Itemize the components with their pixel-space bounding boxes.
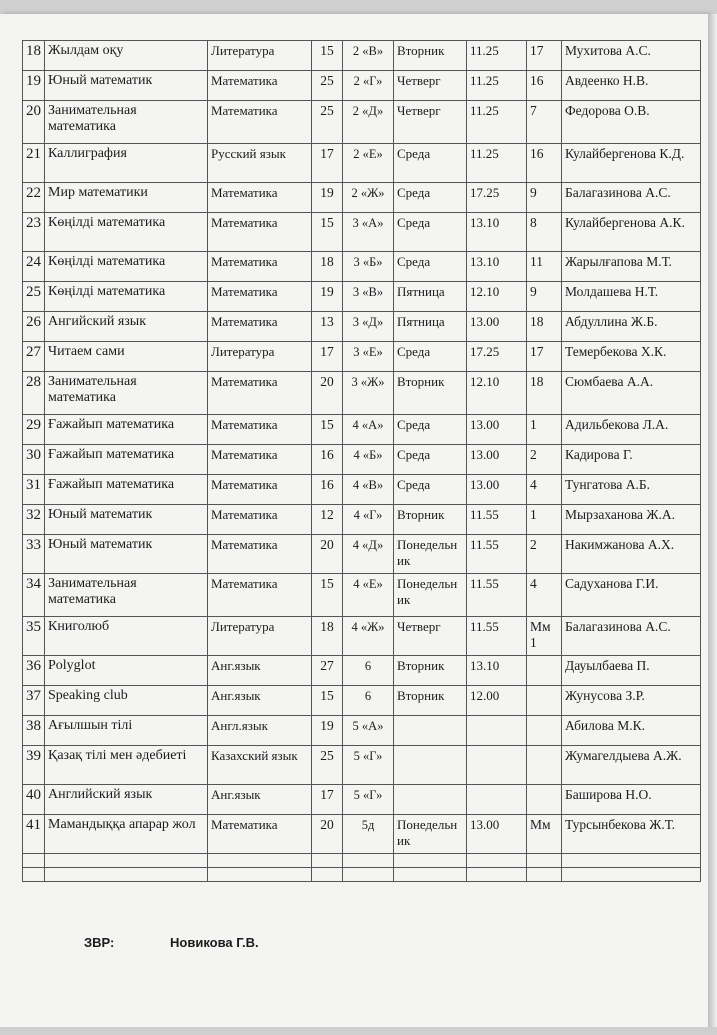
start-time-cell: 13.10 [467, 252, 527, 282]
student-count-cell: 16 [312, 445, 343, 475]
class-group-cell: 2 «Д» [343, 101, 394, 144]
club-name-cell: Юный математик [45, 535, 208, 574]
row-number-cell: 35 [23, 617, 45, 656]
teacher-name-cell: Авдеенко Н.В. [562, 71, 701, 101]
class-group-cell: 4 «Ж» [343, 617, 394, 656]
subject-cell: Математика [208, 415, 312, 445]
subject-cell: Математика [208, 505, 312, 535]
start-time-cell: 13.00 [467, 445, 527, 475]
weekday-cell: Четверг [394, 101, 467, 144]
table-row [23, 312, 701, 342]
weekday-cell [394, 785, 467, 815]
room-cell: 16 [527, 144, 562, 183]
start-time-cell: 12.10 [467, 372, 527, 415]
class-group-cell: 6 [343, 686, 394, 716]
teacher-name-cell: Мухитова А.С. [562, 41, 701, 71]
teacher-name-cell: Мырзаханова Ж.А. [562, 505, 701, 535]
student-count-cell: 16 [312, 475, 343, 505]
club-name-cell: Көңілді математика [45, 213, 208, 252]
start-time-cell: 11.55 [467, 505, 527, 535]
start-time-cell: 11.25 [467, 71, 527, 101]
club-name-cell: Мамандыққа апарар жол [45, 815, 208, 854]
club-name-cell: Жылдам оқу [45, 41, 208, 71]
room-cell: 17 [527, 342, 562, 372]
empty-cell [467, 854, 527, 868]
table-row [23, 445, 701, 475]
row-number-cell: 29 [23, 415, 45, 445]
start-time-cell: 17.25 [467, 342, 527, 372]
class-group-cell: 4 «А» [343, 415, 394, 445]
weekday-cell: Среда [394, 183, 467, 213]
class-group-cell: 3 «Б» [343, 252, 394, 282]
weekday-cell: Вторник [394, 41, 467, 71]
teacher-name-cell: Накимжанова А.Х. [562, 535, 701, 574]
weekday-cell [394, 716, 467, 746]
empty-cell [23, 854, 45, 868]
teacher-name-cell: Кулайбергенова А.К. [562, 213, 701, 252]
weekday-cell: Понедельник [394, 815, 467, 854]
teacher-name-cell: Абдуллина Ж.Б. [562, 312, 701, 342]
teacher-name-cell: Турсынбекова Ж.Т. [562, 815, 701, 854]
empty-cell [394, 868, 467, 882]
student-count-cell: 20 [312, 815, 343, 854]
subject-cell: Англ.язык [208, 716, 312, 746]
empty-cell [23, 868, 45, 882]
table-row [23, 656, 701, 686]
room-cell: 9 [527, 282, 562, 312]
empty-cell [562, 854, 701, 868]
empty-cell [394, 854, 467, 868]
room-cell: 9 [527, 183, 562, 213]
empty-cell [45, 868, 208, 882]
subject-cell: Математика [208, 574, 312, 617]
club-name-cell: Занимательная математика [45, 574, 208, 617]
table-row [23, 342, 701, 372]
room-cell: 7 [527, 101, 562, 144]
start-time-cell: 11.25 [467, 101, 527, 144]
student-count-cell: 20 [312, 535, 343, 574]
club-name-cell: Книголюб [45, 617, 208, 656]
subject-cell: Литература [208, 342, 312, 372]
club-name-cell: Polyglot [45, 656, 208, 686]
teacher-name-cell: Сюмбаева А.А. [562, 372, 701, 415]
row-number-cell: 25 [23, 282, 45, 312]
class-group-cell: 4 «Б» [343, 445, 394, 475]
class-group-cell: 2 «Ж» [343, 183, 394, 213]
page-edge-shadow [708, 14, 717, 1027]
student-count-cell: 12 [312, 505, 343, 535]
empty-cell [312, 868, 343, 882]
empty-cell [312, 854, 343, 868]
class-group-cell: 5 «Г» [343, 746, 394, 785]
subject-cell: Математика [208, 475, 312, 505]
table-row [23, 372, 701, 415]
class-group-cell: 2 «Е» [343, 144, 394, 183]
room-cell: 8 [527, 213, 562, 252]
subject-cell: Литература [208, 41, 312, 71]
club-name-cell: Английский язык [45, 785, 208, 815]
class-group-cell: 4 «В» [343, 475, 394, 505]
signature-block [84, 935, 259, 950]
weekday-cell: Пятница [394, 282, 467, 312]
teacher-name-cell: Тунгатова А.Б. [562, 475, 701, 505]
teacher-name-cell: Абилова М.К. [562, 716, 701, 746]
start-time-cell [467, 785, 527, 815]
weekday-cell: Среда [394, 342, 467, 372]
row-number-cell: 32 [23, 505, 45, 535]
room-cell [527, 656, 562, 686]
teacher-name-cell: Адильбекова Л.А. [562, 415, 701, 445]
student-count-cell: 17 [312, 144, 343, 183]
class-group-cell: 3 «В» [343, 282, 394, 312]
student-count-cell: 17 [312, 785, 343, 815]
table-row [23, 71, 701, 101]
row-number-cell: 38 [23, 716, 45, 746]
weekday-cell [394, 746, 467, 785]
row-number-cell: 33 [23, 535, 45, 574]
club-name-cell: Мир математики [45, 183, 208, 213]
room-cell [527, 716, 562, 746]
teacher-name-cell: Дауылбаева П. [562, 656, 701, 686]
table-row [23, 746, 701, 785]
student-count-cell: 18 [312, 252, 343, 282]
row-number-cell: 28 [23, 372, 45, 415]
empty-cell [467, 868, 527, 882]
teacher-name-cell: Балагазинова А.С. [562, 183, 701, 213]
club-name-cell: Ағылшын тілі [45, 716, 208, 746]
teacher-name-cell: Молдашева Н.Т. [562, 282, 701, 312]
room-cell [527, 785, 562, 815]
row-number-cell: 24 [23, 252, 45, 282]
student-count-cell: 25 [312, 71, 343, 101]
room-cell: Мм 1 [527, 617, 562, 656]
club-schedule-table [22, 40, 701, 882]
class-group-cell: 4 «Г» [343, 505, 394, 535]
student-count-cell: 25 [312, 101, 343, 144]
subject-cell: Математика [208, 372, 312, 415]
teacher-name-cell: Темербекова Х.К. [562, 342, 701, 372]
row-number-cell: 41 [23, 815, 45, 854]
subject-cell: Математика [208, 252, 312, 282]
empty-cell [208, 868, 312, 882]
start-time-cell: 11.25 [467, 144, 527, 183]
row-number-cell: 18 [23, 41, 45, 71]
table-row [23, 41, 701, 71]
class-group-cell: 6 [343, 656, 394, 686]
subject-cell: Математика [208, 282, 312, 312]
table-row [23, 101, 701, 144]
table-row [23, 282, 701, 312]
empty-cell [527, 854, 562, 868]
student-count-cell: 17 [312, 342, 343, 372]
subject-cell: Казахский язык [208, 746, 312, 785]
empty-cell [45, 854, 208, 868]
subject-cell: Математика [208, 183, 312, 213]
teacher-name-cell: Баширова Н.О. [562, 785, 701, 815]
start-time-cell: 11.25 [467, 41, 527, 71]
class-group-cell: 3 «Ж» [343, 372, 394, 415]
start-time-cell: 11.55 [467, 617, 527, 656]
student-count-cell: 18 [312, 617, 343, 656]
row-number-cell: 34 [23, 574, 45, 617]
table-row [23, 815, 701, 854]
start-time-cell: 13.00 [467, 815, 527, 854]
class-group-cell: 2 «В» [343, 41, 394, 71]
club-name-cell: Ангийский язык [45, 312, 208, 342]
row-number-cell: 39 [23, 746, 45, 785]
room-cell [527, 686, 562, 716]
table-row [23, 574, 701, 617]
student-count-cell: 15 [312, 213, 343, 252]
class-group-cell: 5 «А» [343, 716, 394, 746]
student-count-cell: 15 [312, 686, 343, 716]
student-count-cell: 15 [312, 574, 343, 617]
teacher-name-cell: Жунусова З.Р. [562, 686, 701, 716]
table-row [23, 475, 701, 505]
teacher-name-cell: Балагазинова А.С. [562, 617, 701, 656]
student-count-cell: 15 [312, 41, 343, 71]
weekday-cell: Среда [394, 252, 467, 282]
room-cell [527, 746, 562, 785]
class-group-cell: 4 «Д» [343, 535, 394, 574]
table-row [23, 183, 701, 213]
student-count-cell: 25 [312, 746, 343, 785]
subject-cell: Математика [208, 101, 312, 144]
class-group-cell: 5 «Г» [343, 785, 394, 815]
empty-cell [208, 854, 312, 868]
table-row [23, 505, 701, 535]
table-row [23, 252, 701, 282]
weekday-cell: Среда [394, 144, 467, 183]
teacher-name-cell: Кадирова Г. [562, 445, 701, 475]
empty-cell [343, 854, 394, 868]
weekday-cell: Среда [394, 415, 467, 445]
start-time-cell: 12.00 [467, 686, 527, 716]
class-group-cell: 3 «Е» [343, 342, 394, 372]
student-count-cell: 19 [312, 716, 343, 746]
table-row [23, 617, 701, 656]
subject-cell: Математика [208, 535, 312, 574]
row-number-cell: 22 [23, 183, 45, 213]
room-cell: 11 [527, 252, 562, 282]
teacher-name-cell: Федорова О.В. [562, 101, 701, 144]
club-name-cell: Speaking club [45, 686, 208, 716]
subject-cell: Анг.язык [208, 785, 312, 815]
row-number-cell: 26 [23, 312, 45, 342]
club-name-cell: Каллиграфия [45, 144, 208, 183]
empty-table-row [23, 868, 701, 882]
room-cell: Мм [527, 815, 562, 854]
empty-table-row [23, 854, 701, 868]
room-cell: 16 [527, 71, 562, 101]
row-number-cell: 19 [23, 71, 45, 101]
subject-cell: Математика [208, 815, 312, 854]
club-name-cell: Занимательная математика [45, 101, 208, 144]
start-time-cell: 13.00 [467, 312, 527, 342]
table-row [23, 144, 701, 183]
table-row [23, 415, 701, 445]
subject-cell: Анг.язык [208, 656, 312, 686]
room-cell: 4 [527, 475, 562, 505]
room-cell: 1 [527, 415, 562, 445]
club-name-cell: Ғажайып математика [45, 475, 208, 505]
table-row [23, 213, 701, 252]
class-group-cell: 4 «Е» [343, 574, 394, 617]
weekday-cell: Вторник [394, 372, 467, 415]
teacher-name-cell: Жарылғапова М.Т. [562, 252, 701, 282]
weekday-cell: Вторник [394, 656, 467, 686]
weekday-cell: Четверг [394, 617, 467, 656]
weekday-cell: Четверг [394, 71, 467, 101]
empty-cell [527, 868, 562, 882]
teacher-name-cell: Жумагелдыева А.Ж. [562, 746, 701, 785]
table-row [23, 686, 701, 716]
subject-cell: Математика [208, 445, 312, 475]
weekday-cell: Среда [394, 475, 467, 505]
club-name-cell: Занимательная математика [45, 372, 208, 415]
room-cell: 4 [527, 574, 562, 617]
table-row [23, 716, 701, 746]
room-cell: 1 [527, 505, 562, 535]
club-name-cell: Көңілді математика [45, 252, 208, 282]
room-cell: 18 [527, 312, 562, 342]
weekday-cell: Вторник [394, 505, 467, 535]
start-time-cell [467, 716, 527, 746]
student-count-cell: 19 [312, 282, 343, 312]
room-cell: 2 [527, 445, 562, 475]
club-name-cell: Читаем сами [45, 342, 208, 372]
deputy-director-label: ЗВР: [84, 935, 115, 950]
start-time-cell: 17.25 [467, 183, 527, 213]
subject-cell: Анг.язык [208, 686, 312, 716]
start-time-cell: 13.10 [467, 213, 527, 252]
subject-cell: Математика [208, 312, 312, 342]
row-number-cell: 37 [23, 686, 45, 716]
row-number-cell: 20 [23, 101, 45, 144]
subject-cell: Математика [208, 213, 312, 252]
row-number-cell: 21 [23, 144, 45, 183]
row-number-cell: 36 [23, 656, 45, 686]
class-group-cell: 3 «А» [343, 213, 394, 252]
top-scan-border [0, 0, 717, 14]
student-count-cell: 19 [312, 183, 343, 213]
row-number-cell: 40 [23, 785, 45, 815]
weekday-cell: Понедельник [394, 574, 467, 617]
student-count-cell: 13 [312, 312, 343, 342]
table-row [23, 785, 701, 815]
student-count-cell: 27 [312, 656, 343, 686]
row-number-cell: 23 [23, 213, 45, 252]
start-time-cell: 12.10 [467, 282, 527, 312]
student-count-cell: 20 [312, 372, 343, 415]
weekday-cell: Понедельник [394, 535, 467, 574]
teacher-name-cell: Кулайбергенова К.Д. [562, 144, 701, 183]
class-group-cell: 5д [343, 815, 394, 854]
club-name-cell: Ғажайып математика [45, 415, 208, 445]
empty-cell [343, 868, 394, 882]
club-name-cell: Көңілді математика [45, 282, 208, 312]
room-cell: 2 [527, 535, 562, 574]
subject-cell: Русский язык [208, 144, 312, 183]
class-group-cell: 2 «Г» [343, 71, 394, 101]
weekday-cell: Вторник [394, 686, 467, 716]
club-name-cell: Юный математик [45, 505, 208, 535]
row-number-cell: 31 [23, 475, 45, 505]
document-page [0, 14, 708, 1027]
weekday-cell: Среда [394, 213, 467, 252]
deputy-director-name: Новикова Г.В. [170, 935, 259, 950]
start-time-cell [467, 746, 527, 785]
start-time-cell: 13.10 [467, 656, 527, 686]
start-time-cell: 11.55 [467, 574, 527, 617]
row-number-cell: 30 [23, 445, 45, 475]
weekday-cell: Пятница [394, 312, 467, 342]
student-count-cell: 15 [312, 415, 343, 445]
weekday-cell: Среда [394, 445, 467, 475]
room-cell: 18 [527, 372, 562, 415]
table-row [23, 535, 701, 574]
start-time-cell: 13.00 [467, 415, 527, 445]
row-number-cell: 27 [23, 342, 45, 372]
bottom-scan-border [0, 1027, 717, 1035]
subject-cell: Математика [208, 71, 312, 101]
class-group-cell: 3 «Д» [343, 312, 394, 342]
club-name-cell: Юный математик [45, 71, 208, 101]
club-name-cell: Қазақ тілі мен әдебиеті [45, 746, 208, 785]
room-cell: 17 [527, 41, 562, 71]
start-time-cell: 13.00 [467, 475, 527, 505]
teacher-name-cell: Садуханова Г.И. [562, 574, 701, 617]
club-name-cell: Ғажайып математика [45, 445, 208, 475]
start-time-cell: 11.55 [467, 535, 527, 574]
empty-cell [562, 868, 701, 882]
subject-cell: Литература [208, 617, 312, 656]
